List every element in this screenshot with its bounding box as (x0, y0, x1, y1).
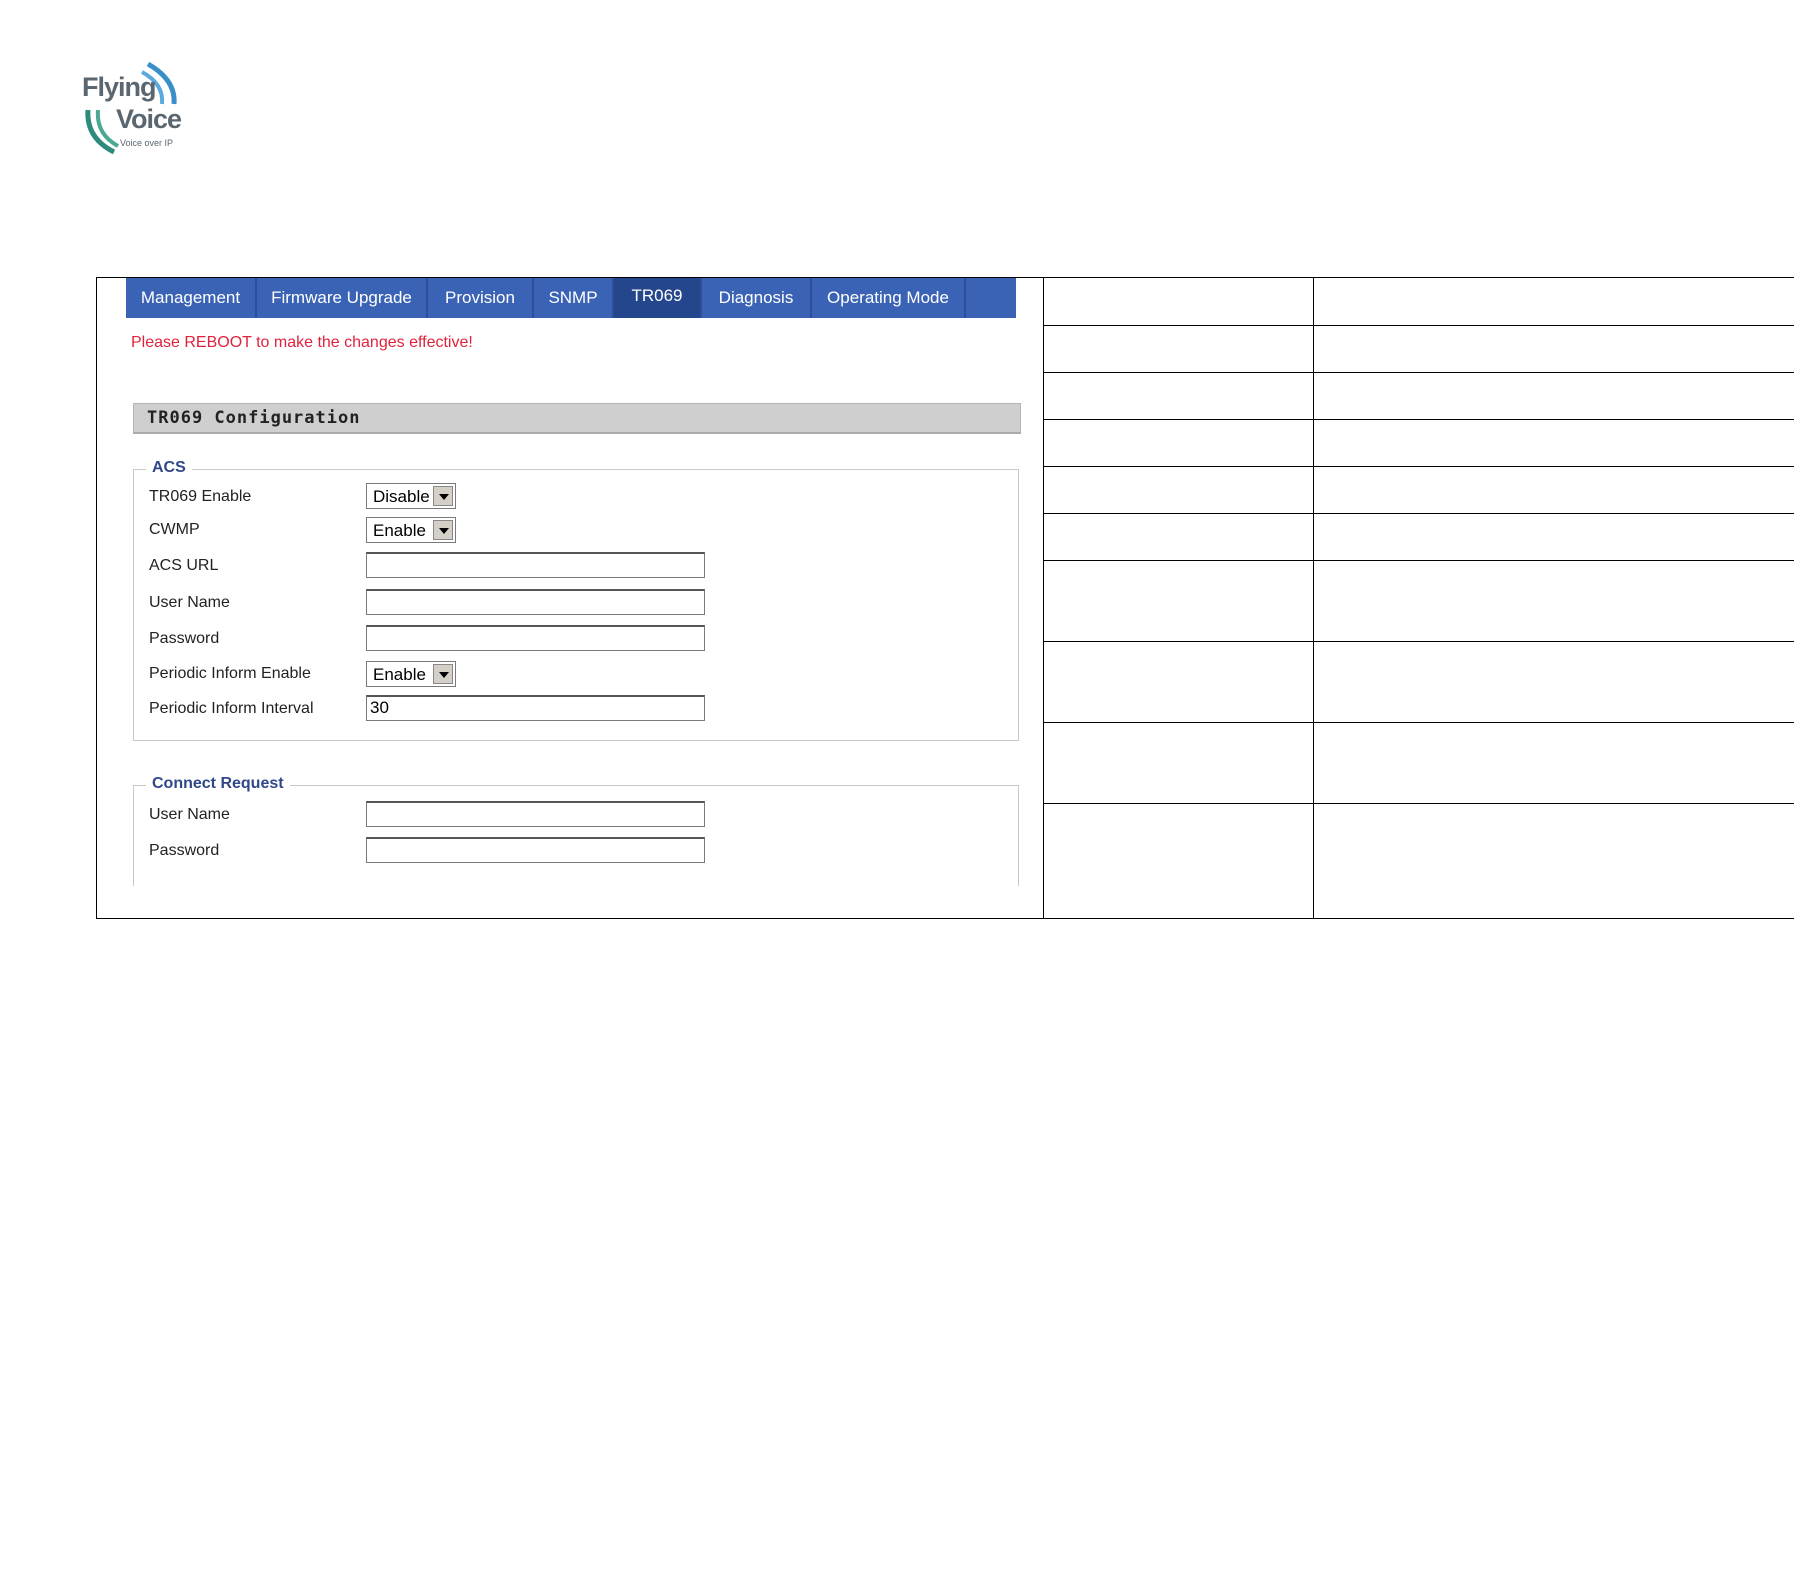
flying-voice-logo (78, 58, 196, 158)
logo-text-voice: Voice (116, 104, 182, 134)
connect-request-password-input[interactable] (366, 837, 705, 863)
reboot-warning: Please REBOOT to make the changes effective! (131, 334, 473, 351)
periodic-inform-interval-input[interactable]: 30 (366, 695, 705, 721)
acs-user-name-label: User Name (149, 594, 230, 611)
table-row (1043, 722, 1794, 804)
acs-url-label: ACS URL (149, 557, 219, 574)
acs-legend: ACS (146, 459, 192, 477)
tab-operating-mode[interactable]: Operating Mode (812, 278, 966, 318)
acs-password-input[interactable] (366, 625, 705, 651)
table-row (1043, 466, 1794, 514)
document-table (96, 277, 1794, 919)
tr069-enable-label: TR069 Enable (149, 488, 252, 505)
table-row (1043, 560, 1794, 642)
tab-firmware-upgrade[interactable]: Firmware Upgrade (257, 278, 428, 318)
tab-provision[interactable]: Provision (428, 278, 534, 318)
periodic-inform-interval-label: Periodic Inform Interval (149, 700, 314, 717)
tab-diagnosis[interactable]: Diagnosis (702, 278, 812, 318)
table-row (1043, 513, 1794, 561)
tab-snmp[interactable]: SNMP (534, 278, 614, 318)
connect-request-user-name-label: User Name (149, 806, 230, 823)
logo-text-flying: Flying (82, 72, 156, 102)
cwmp-label: CWMP (149, 521, 200, 538)
acs-url-input[interactable] (366, 552, 705, 578)
admin-tab-bar (126, 278, 1016, 318)
tr069-enable-value: Disable (373, 487, 430, 506)
acs-user-name-input[interactable] (366, 589, 705, 615)
periodic-inform-enable-select[interactable] (366, 661, 456, 687)
periodic-inform-enable-value: Enable (373, 665, 426, 684)
connect-request-user-name-input[interactable] (366, 801, 705, 827)
table-row (1043, 325, 1794, 373)
dropdown-arrow-icon[interactable] (433, 664, 453, 684)
connect-request-password-label: Password (149, 842, 220, 859)
cwmp-select[interactable] (366, 517, 456, 543)
dropdown-arrow-icon[interactable] (433, 520, 453, 540)
table-row (1043, 278, 1794, 326)
connect-request-legend: Connect Request (146, 775, 290, 793)
tab-tr069[interactable]: TR069 (614, 278, 702, 318)
dropdown-arrow-icon[interactable] (433, 486, 453, 506)
periodic-inform-enable-label: Periodic Inform Enable (149, 665, 311, 682)
tr069-enable-select[interactable] (366, 483, 456, 509)
tab-management[interactable]: Management (126, 278, 257, 318)
table-row (1043, 419, 1794, 467)
logo-tagline: Voice over IP (120, 138, 174, 148)
cwmp-value: Enable (373, 521, 426, 540)
page-title: TR069 Configuration (147, 408, 361, 428)
section-header (133, 403, 1021, 434)
table-row (1043, 641, 1794, 723)
acs-password-label: Password (149, 630, 220, 647)
table-row (1043, 372, 1794, 420)
